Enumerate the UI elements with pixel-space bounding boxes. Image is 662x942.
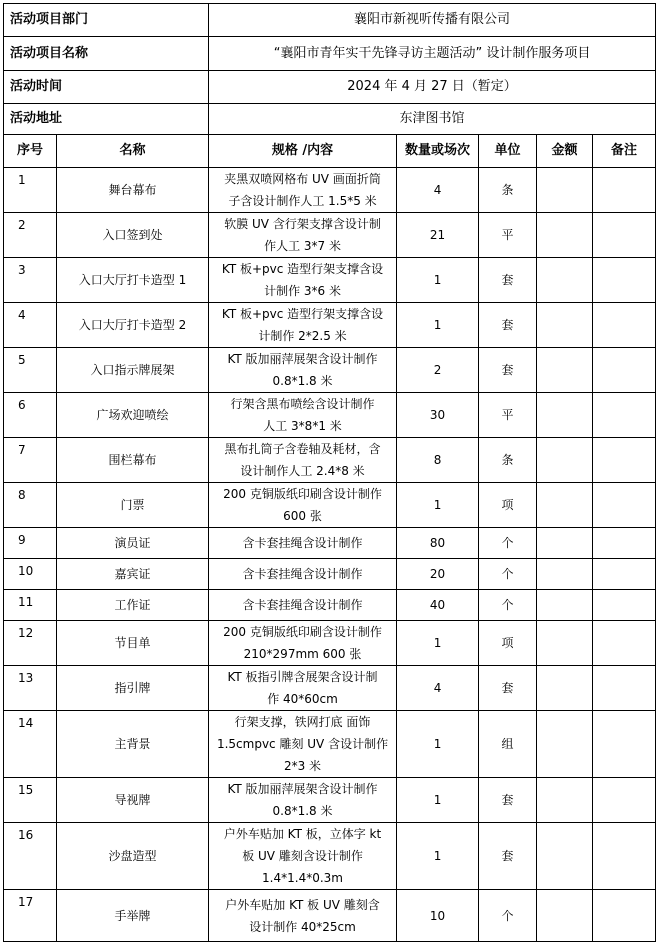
spec-line: KT 版加丽萍展架含设计制作: [227, 352, 378, 366]
place-value: 东津图书馆: [209, 104, 656, 135]
row-note: [593, 213, 656, 258]
row-unit: 套: [479, 666, 537, 711]
row-note: [593, 483, 656, 528]
row-qty: 30: [397, 393, 479, 438]
row-spec: [209, 823, 397, 890]
row-qty: 1: [397, 303, 479, 348]
row-unit: 套: [479, 823, 537, 890]
row-qty: 1: [397, 778, 479, 823]
spec-line: 行架含黑布喷绘含设计制作: [230, 397, 375, 411]
row-qty: 40: [397, 590, 479, 621]
col-name-header: 名称: [57, 135, 209, 168]
row-amount: [537, 438, 593, 483]
row-amount: [537, 890, 593, 942]
row-seq: 8: [4, 483, 57, 528]
info-row-time: [4, 71, 656, 104]
row-seq: 10: [4, 559, 57, 590]
row-qty: 80: [397, 528, 479, 559]
row-seq: 2: [4, 213, 57, 258]
row-name: 工作证: [57, 590, 209, 621]
row-note: [593, 778, 656, 823]
row-unit: 个: [479, 528, 537, 559]
table-row: [4, 393, 656, 438]
row-note: [593, 666, 656, 711]
row-name: 入口签到处: [57, 213, 209, 258]
row-seq: 12: [4, 621, 57, 666]
row-amount: [537, 711, 593, 778]
row-seq: 3: [4, 258, 57, 303]
row-amount: [537, 666, 593, 711]
spec-line: 子含设计制作人工 1.5*5 米: [228, 194, 377, 208]
table-row: [4, 258, 656, 303]
row-qty: 1: [397, 621, 479, 666]
row-name: 围栏幕布: [57, 438, 209, 483]
row-amount: [537, 213, 593, 258]
row-amount: [537, 393, 593, 438]
row-note: [593, 528, 656, 559]
row-seq: 17: [4, 890, 57, 942]
spec-line: 含卡套挂绳含设计制作: [242, 598, 363, 612]
table-row: [4, 711, 656, 778]
spec-line: 设计制作 40*25cm: [249, 919, 356, 934]
spec-line: 黑布扎筒子含卷轴及耗材，含: [224, 442, 381, 456]
spec-line: KT 板指引牌含展架含设计制: [227, 670, 378, 684]
row-spec: [209, 890, 397, 942]
row-unit: 项: [479, 621, 537, 666]
info-row-dept: [4, 4, 656, 37]
row-name: 导视牌: [57, 778, 209, 823]
row-spec: [209, 348, 397, 393]
dept-value: 襄阳市新视听传播有限公司: [209, 4, 656, 37]
row-unit: 平: [479, 393, 537, 438]
table-row: [4, 483, 656, 528]
spec-line: 600 张: [283, 509, 322, 523]
row-seq: 13: [4, 666, 57, 711]
row-spec: [209, 303, 397, 348]
col-note-header: 备注: [593, 135, 656, 168]
row-qty: 4: [397, 666, 479, 711]
row-spec: [209, 778, 397, 823]
spec-line: KT 板+pvc 造型行架支撑含设: [221, 262, 384, 276]
row-seq: 9: [4, 528, 57, 559]
row-unit: 个: [479, 890, 537, 942]
row-name: 主背景: [57, 711, 209, 778]
row-amount: [537, 590, 593, 621]
row-note: [593, 621, 656, 666]
spec-line: KT 版加丽萍展架含设计制作: [227, 782, 378, 796]
row-spec: [209, 213, 397, 258]
row-name: 沙盘造型: [57, 823, 209, 890]
row-note: [593, 890, 656, 942]
row-amount: [537, 348, 593, 393]
row-unit: 条: [479, 168, 537, 213]
table-row: [4, 778, 656, 823]
spec-line: 行架支撑，铁网打底 面饰: [234, 715, 371, 729]
table-row: [4, 590, 656, 621]
row-unit: 个: [479, 590, 537, 621]
spec-line: 户外车贴加 KT 板，立体字 kt: [223, 827, 382, 841]
row-name: 节目单: [57, 621, 209, 666]
table-row: [4, 213, 656, 258]
row-qty: 21: [397, 213, 479, 258]
table-row: [4, 890, 656, 942]
row-spec: [209, 621, 397, 666]
row-unit: 套: [479, 258, 537, 303]
spec-line: 210*297mm 600 张: [243, 647, 362, 661]
row-name: 入口大厅打卡造型 2: [57, 303, 209, 348]
row-unit: 条: [479, 438, 537, 483]
row-qty: 1: [397, 711, 479, 778]
place-label: 活动地址: [4, 104, 209, 135]
budget-table: [3, 3, 656, 942]
row-spec: [209, 666, 397, 711]
row-name: 嘉宾证: [57, 559, 209, 590]
spec-line: 作 40*60cm: [267, 692, 338, 706]
spec-line: 含卡套挂绳含设计制作: [242, 567, 363, 581]
spec-line: 0.8*1.8 米: [272, 374, 333, 388]
row-note: [593, 303, 656, 348]
row-amount: [537, 168, 593, 213]
spec-line: 2*3 米: [283, 759, 322, 773]
info-row-place: [4, 104, 656, 135]
row-spec: [209, 483, 397, 528]
spec-line: 200 克铜版纸印刷含设计制作: [223, 625, 382, 639]
row-spec: [209, 258, 397, 303]
project-name-label: 活动项目名称: [4, 37, 209, 71]
row-unit: 套: [479, 348, 537, 393]
spec-line: 计制作 3*6 米: [264, 284, 341, 298]
row-unit: 套: [479, 303, 537, 348]
budget-sheet: [3, 3, 655, 942]
row-unit: 套: [479, 778, 537, 823]
row-note: [593, 258, 656, 303]
spec-line: 作人工 3*7 米: [264, 239, 341, 253]
table-row: [4, 348, 656, 393]
row-spec: [209, 528, 397, 559]
row-name: 手举牌: [57, 890, 209, 942]
table-row: [4, 621, 656, 666]
row-amount: [537, 258, 593, 303]
project-name-value: “襄阳市青年实干先锋寻访主题活动” 设计制作服务项目: [209, 37, 656, 71]
time-label: 活动时间: [4, 71, 209, 104]
row-seq: 15: [4, 778, 57, 823]
table-row: [4, 528, 656, 559]
row-qty: 10: [397, 890, 479, 942]
row-amount: [537, 823, 593, 890]
spec-line: 板 UV 雕刻含设计制作: [242, 849, 363, 863]
spec-line: 1.5cmpvc 雕刻 UV 含设计制作: [216, 737, 389, 751]
row-seq: 14: [4, 711, 57, 778]
spec-line: 200 克铜版纸印刷含设计制作: [223, 487, 382, 501]
row-spec: [209, 393, 397, 438]
row-name: 广场欢迎喷绘: [57, 393, 209, 438]
row-note: [593, 348, 656, 393]
row-spec: [209, 711, 397, 778]
row-spec: [209, 559, 397, 590]
spec-line: 设计制作人工 2.4*8 米: [240, 464, 365, 478]
spec-line: 计制作 2*2.5 米: [258, 329, 347, 343]
row-seq: 7: [4, 438, 57, 483]
table-row: [4, 559, 656, 590]
col-seq-header: 序号: [4, 135, 57, 168]
row-spec: [209, 438, 397, 483]
row-seq: 16: [4, 823, 57, 890]
row-qty: 1: [397, 483, 479, 528]
row-name: 入口大厅打卡造型 1: [57, 258, 209, 303]
spec-line: 含卡套挂绳含设计制作: [242, 536, 363, 550]
row-seq: 5: [4, 348, 57, 393]
row-spec: [209, 590, 397, 621]
row-name: 入口指示牌展架: [57, 348, 209, 393]
row-seq: 1: [4, 168, 57, 213]
row-note: [593, 559, 656, 590]
col-qty-header: 数量或场次: [397, 135, 479, 168]
row-name: 演员证: [57, 528, 209, 559]
row-amount: [537, 621, 593, 666]
table-row: [4, 666, 656, 711]
row-seq: 6: [4, 393, 57, 438]
row-unit: 组: [479, 711, 537, 778]
row-note: [593, 438, 656, 483]
table-row: [4, 168, 656, 213]
col-spec-header: 规格 /内容: [209, 135, 397, 168]
row-amount: [537, 528, 593, 559]
column-header-row: [4, 135, 656, 168]
row-qty: 2: [397, 348, 479, 393]
row-name: 门票: [57, 483, 209, 528]
row-name: 舞台幕布: [57, 168, 209, 213]
row-amount: [537, 303, 593, 348]
spec-line: 0.8*1.8 米: [272, 804, 333, 818]
row-note: [593, 168, 656, 213]
row-note: [593, 590, 656, 621]
row-amount: [537, 559, 593, 590]
table-row: [4, 823, 656, 890]
spec-line: 1.4*1.4*0.3m: [262, 871, 343, 885]
row-seq: 4: [4, 303, 57, 348]
spec-line: 软膜 UV 含行架支撑含设计制: [224, 217, 381, 231]
row-amount: [537, 778, 593, 823]
info-row-name: [4, 37, 656, 71]
spec-line: KT 板+pvc 造型行架支撑含设: [221, 307, 384, 321]
row-spec: [209, 168, 397, 213]
row-seq: 11: [4, 590, 57, 621]
row-amount: [537, 483, 593, 528]
spec-line: 户外车贴加 KT 板 UV 雕刻含: [225, 897, 380, 912]
spec-line: 人工 3*8*1 米: [263, 419, 342, 433]
row-note: [593, 711, 656, 778]
col-unit-header: 单位: [479, 135, 537, 168]
dept-label: 活动项目部门: [4, 4, 209, 37]
table-row: [4, 303, 656, 348]
row-qty: 4: [397, 168, 479, 213]
spec-line: 夹黑双喷网格布 UV 画面折筒: [224, 172, 381, 186]
row-note: [593, 393, 656, 438]
row-unit: 项: [479, 483, 537, 528]
row-qty: 8: [397, 438, 479, 483]
row-unit: 个: [479, 559, 537, 590]
row-qty: 1: [397, 258, 479, 303]
row-qty: 1: [397, 823, 479, 890]
row-note: [593, 823, 656, 890]
col-amount-header: 金额: [537, 135, 593, 168]
row-name: 指引牌: [57, 666, 209, 711]
row-unit: 平: [479, 213, 537, 258]
time-value: 2024 年 4 月 27 日（暂定）: [209, 71, 656, 104]
table-row: [4, 438, 656, 483]
row-qty: 20: [397, 559, 479, 590]
